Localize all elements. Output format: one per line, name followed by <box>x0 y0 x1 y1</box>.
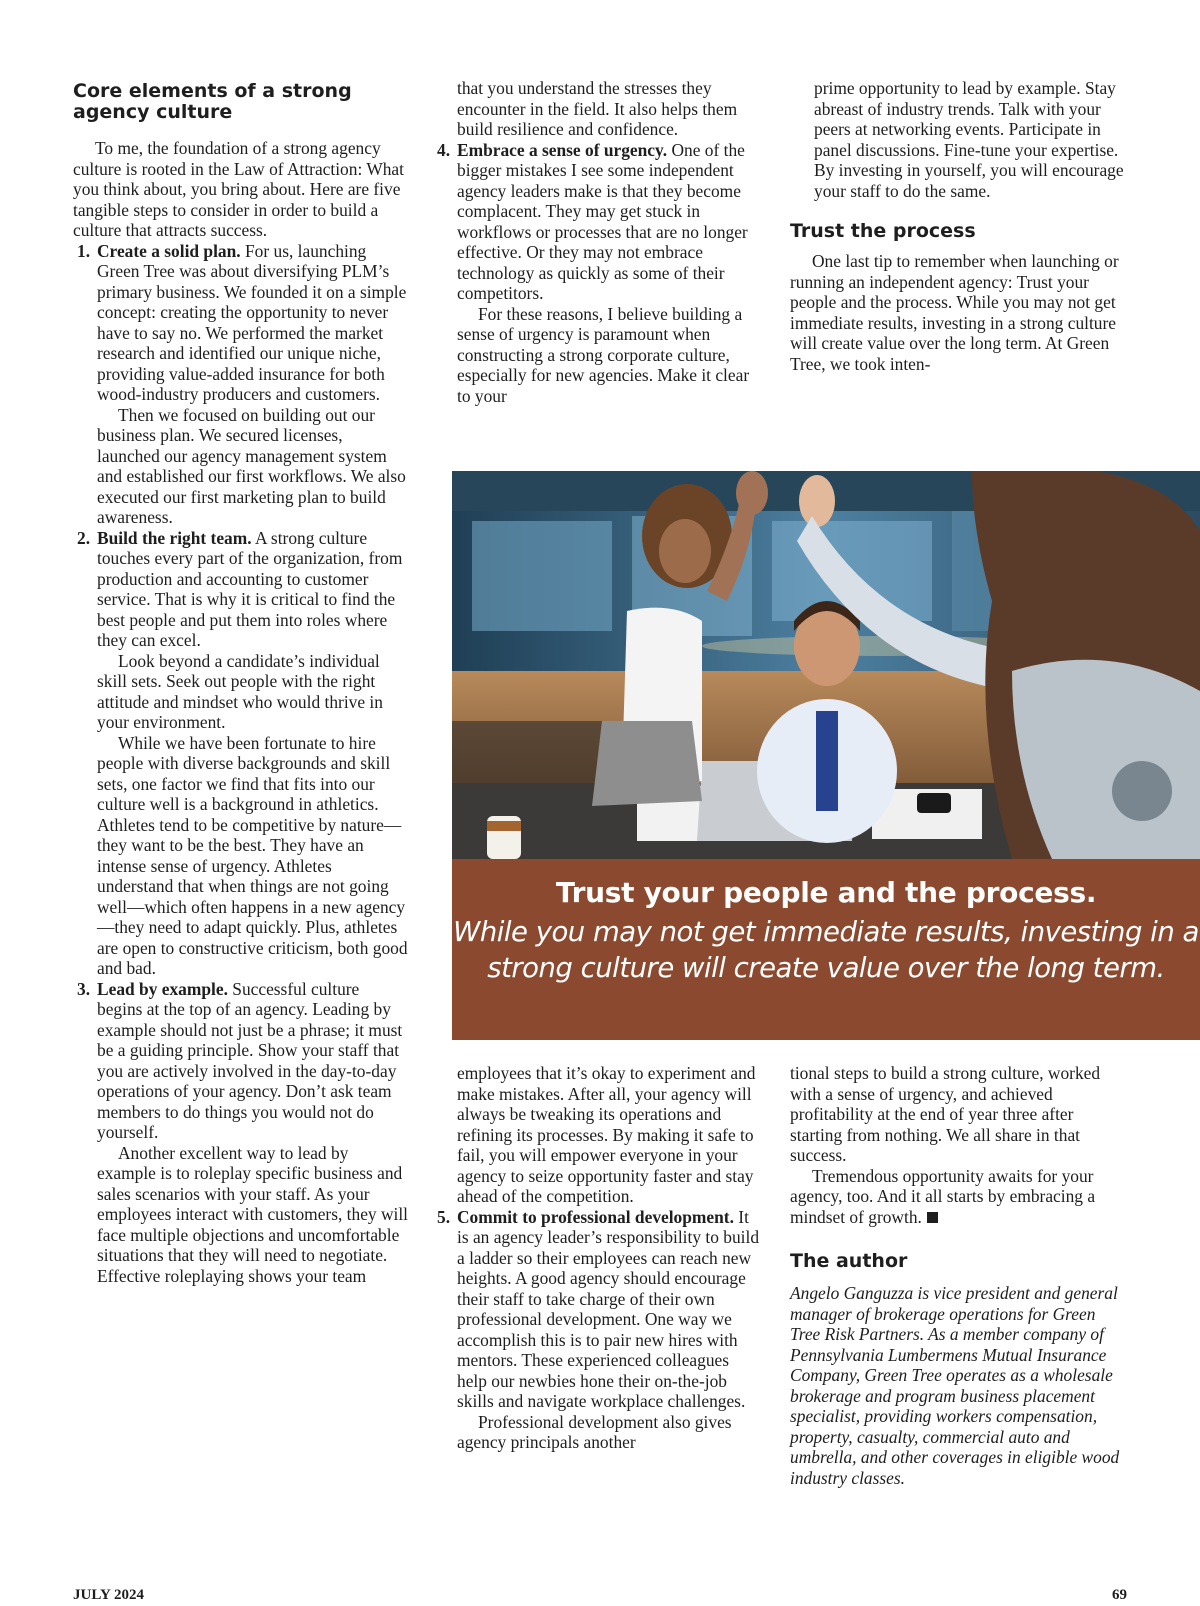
step-number: 5. <box>437 1206 451 1227</box>
steps-list <box>73 241 409 1287</box>
office-photo <box>452 471 1200 859</box>
intro-paragraph: To me, the foundation of a strong agency culture is rooted in the Law of Attraction: What you think about, you bring about. Here are five tangible steps to consider in order to build a culture that attracts success. <box>73 138 404 240</box>
step-number: 1. <box>77 240 91 261</box>
column-3-top <box>790 78 1126 374</box>
step-paragraph: For these reasons, I believe building a sense of urgency is paramount when constructing a strong corporate culture, especially for new agencies. Make it clear to your <box>457 303 750 406</box>
page-number: 69 <box>1112 1587 1127 1603</box>
continued-text: prime opportunity to lead by example. Stay abreast of industry trends. Talk with your peers at networking events. Participate in panel discussions. Fine-tune your expertise. By investing in yourself, you will encourage your staff to do the same. <box>814 78 1124 201</box>
continued-text: that you understand the stresses they encounter in the field. It also helps them build resilience and confidence. <box>457 78 738 139</box>
section-heading-trust-the-process: Trust the process <box>790 220 976 242</box>
step-title: Embrace a sense of urgency. <box>457 139 668 160</box>
column-3-bottom <box>790 1063 1126 1488</box>
section-heading-core-elements: Core elements of a strong agency culture <box>73 80 352 123</box>
step-text: It is an agency leader’s responsibility to build a ladder so their employees can reach new heights. A good agency should encourage their staff to take charge of their own professional development. One way we accomplish this is to pair new hires with mentors. These experienced colleagues help our newbies hone their on-the-job skills and navigate workplace challenges. <box>457 1206 760 1411</box>
column-2-top <box>433 78 763 406</box>
step-title: Create a solid plan. <box>97 240 241 261</box>
author-bio: Angelo Ganguzza is vice president and general manager of brokerage operations for Green Tree Risk Partners. As a member company of Pennsylvania Lumbermens Mutual Insurance Company, Green Tree operates as a wholesale brokerage and program business placement specialist, providing workers compensation, property, casualty, commercial auto and umbrella, and other coverages in eligible wood industry classes. <box>790 1283 1120 1488</box>
step-paragraph: While we have been fortunate to hire people with diverse backgrounds and skill sets, one factor we find that fits into our culture well is a background in athletics. Athletes tend to be competitive by nature—they want to be the best. They have an intense sense of urgency. Athletes understand that when things are not going well—which often happens in a new agency—they need to adapt quickly. Plus, athletes are open to constructive criticism, both good and bad. <box>97 732 408 978</box>
footer-date: JULY 2024 <box>73 1587 144 1603</box>
step-paragraph: Another excellent way to lead by example is to roleplay specific business and sales scenarios with your staff. As your employees interact with customers, they will face multiple objections and uncomfortable situations that they will need to negotiate. Effective roleplaying shows your team <box>97 1142 409 1286</box>
step-paragraph: Then we focused on building out our business plan. We secured licenses, launched our agency management system and established our first workflows. We also executed our first marketing plan to build awareness. <box>97 404 406 527</box>
end-mark-icon <box>927 1212 938 1223</box>
step-text: A strong culture touches every part of the organization, from production and accounting to customer service. That is why it is critical to find the best people and put them into roles where they can excel. <box>97 527 403 650</box>
column-2-bottom <box>433 1063 763 1453</box>
steps-list <box>433 1207 763 1453</box>
closing-paragraph: Tremendous opportunity awaits for your agency, too. And it all starts by embracing a mindset of growth. <box>790 1165 1096 1227</box>
step-3 <box>73 979 409 1287</box>
continued-text: employees that it’s okay to experiment and make mistakes. After all, your agency will always be tweaking its operations and refining its processes. By making it safe to fail, you will empower everyone in your agency to seize opportunity faster and stay ahead of the competition. <box>457 1063 756 1206</box>
step-1 <box>73 241 409 528</box>
step-title: Build the right team. <box>97 527 252 548</box>
step-text: Successful culture begins at the top of an agency. Leading by example should not just be a phrase; it must be a guiding principle. Show your staff that you are actively involved in the day-to-day operations of your agency. Don’t ask team members to do things you would not do yourself. <box>97 978 403 1142</box>
step-paragraph: Professional development also gives agency principals another <box>457 1411 732 1452</box>
step-number: 4. <box>437 139 451 160</box>
steps-list <box>433 140 763 407</box>
step-4 <box>433 140 763 407</box>
pull-quote-headline: Trust your people and the process. <box>555 876 1097 909</box>
pull-quote-text: While you may not get immediate results, investing in a strong culture will create value over the long term. <box>453 916 1199 984</box>
step-title: Commit to professional development. <box>457 1206 734 1227</box>
step-text: One of the bigger mistakes I see some independent agency leaders make is that they become complacent. They may get stuck in workflows or processes that are no longer effective. Or they may not embrace technology as quickly as some of their competitors. <box>457 139 748 303</box>
author-heading: The author <box>790 1250 908 1272</box>
column-1 <box>73 81 409 1286</box>
pull-quote <box>452 859 1200 1040</box>
step-2 <box>73 528 409 979</box>
office-photo-illustration <box>452 471 1200 859</box>
step-number: 3. <box>77 978 91 999</box>
step-text: For us, launching Green Tree was about diversifying PLM’s primary business. We founded it on a simple concept: creating the opportunity to never have to say no. We performed the market research and identified our unique niche, providing value-added insurance for both wood-industry producers and customers. <box>97 240 407 404</box>
continued-text: tional steps to build a strong culture, worked with a sense of urgency, and achieved profitability at the end of year three after starting from nothing. We all share in that success. <box>790 1063 1101 1165</box>
paragraph: One last tip to remember when launching or running an independent agency: Trust your people and the process. While you may not get immediate results, investing in a strong culture will create value over the long term. At Green Tree, we took inten- <box>790 251 1119 374</box>
step-5 <box>433 1207 763 1453</box>
step-title: Lead by example. <box>97 978 228 999</box>
step-number: 2. <box>77 527 91 548</box>
step-paragraph: Look beyond a candidate’s individual skill sets. Seek out people with the right attitude and mindset who would thrive in your environment. <box>97 650 383 732</box>
